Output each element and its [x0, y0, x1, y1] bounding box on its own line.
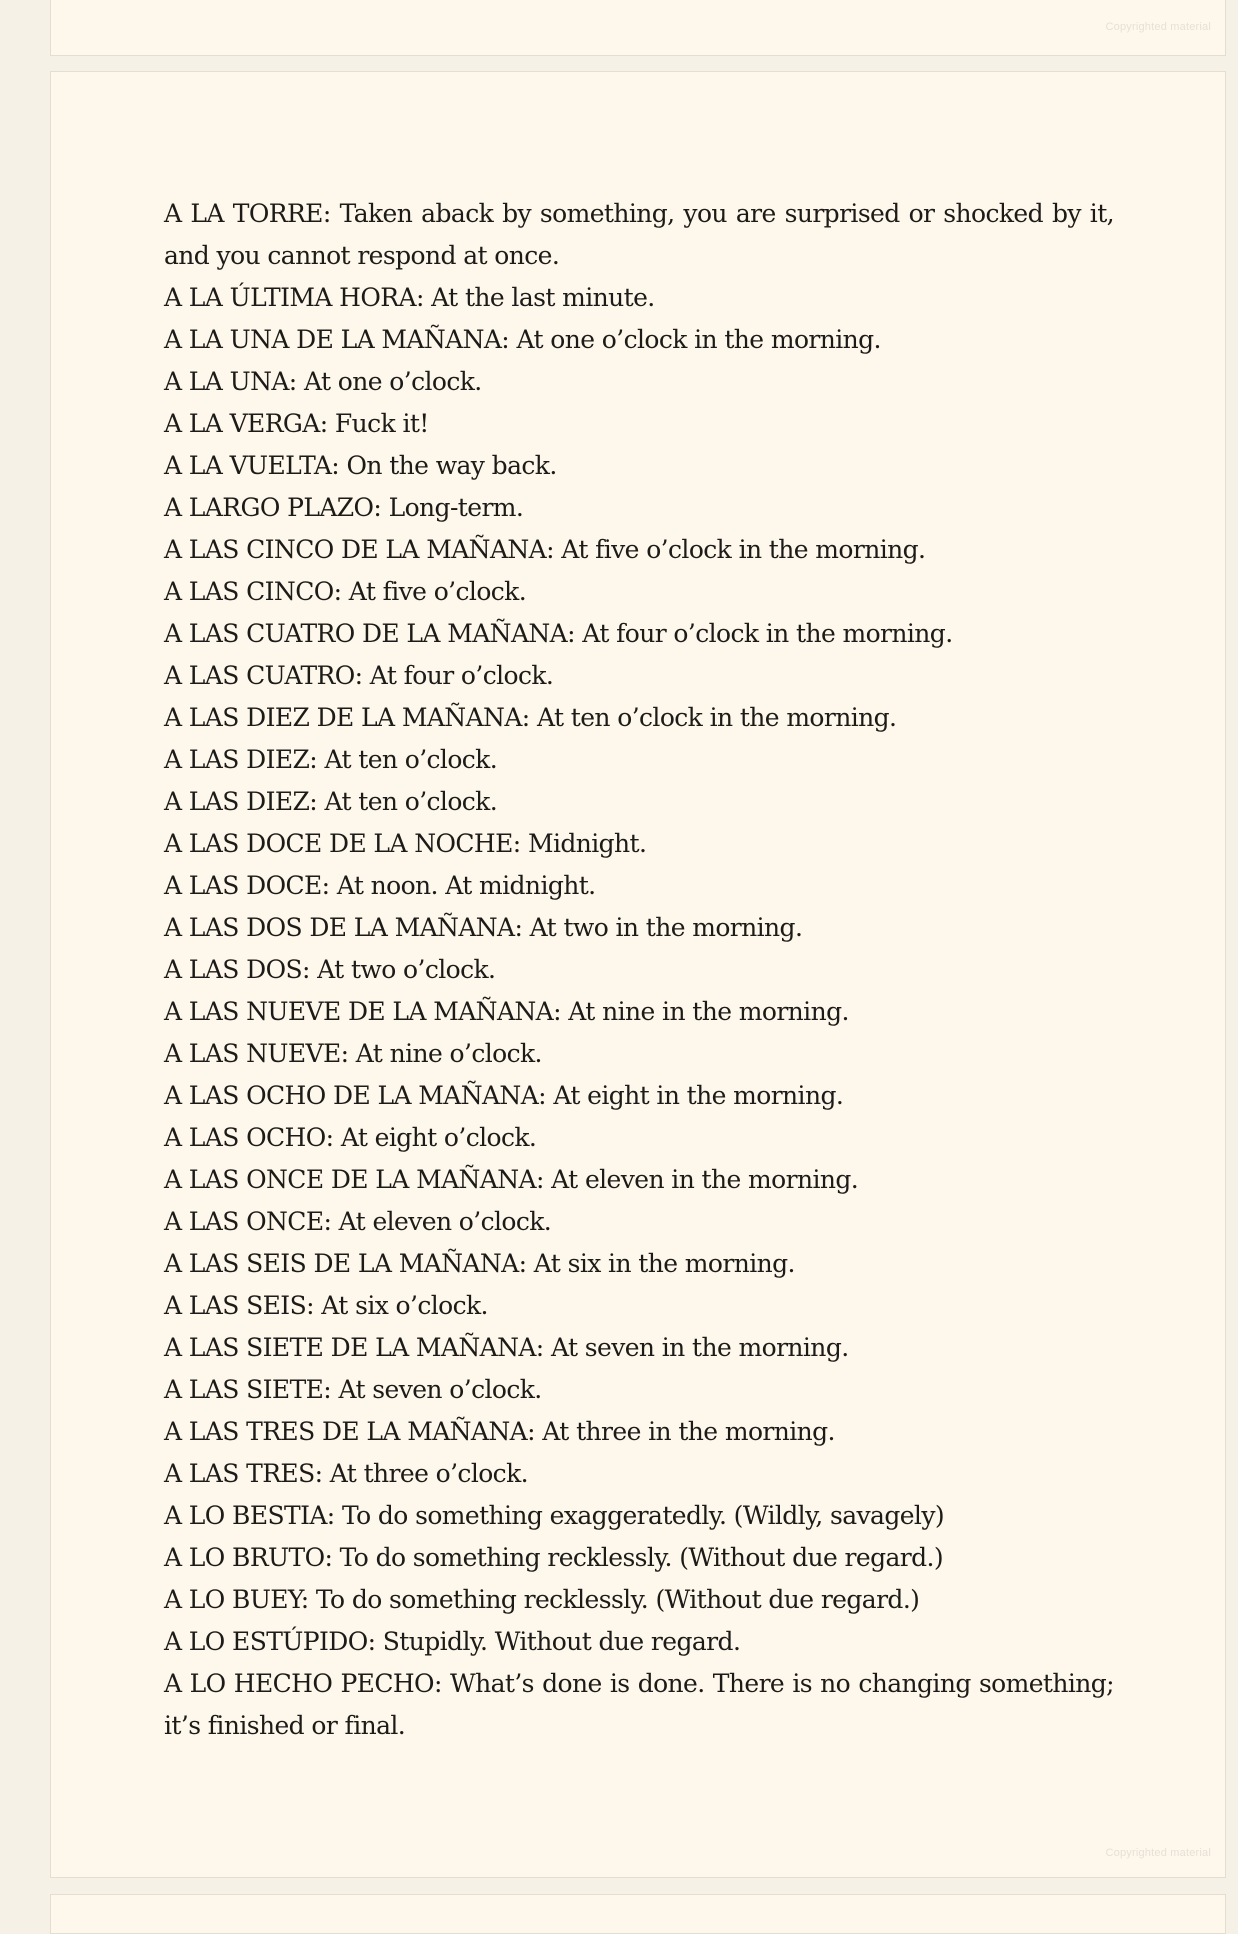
- glossary-entry: A LAS CINCO: At five o’clock.: [164, 577, 527, 606]
- glossary-entry: A LAS DOCE: At noon. At midnight.: [164, 871, 596, 900]
- book-page: [50, 71, 1226, 1878]
- glossary-entry: A LO HECHO PECHO: What’s done is done. There is no changing something; it’s finished or final.: [164, 1669, 1114, 1740]
- glossary-entry: A LA UNA: At one o’clock.: [164, 367, 482, 396]
- glossary-entry: A LAS DOCE DE LA NOCHE: Midnight.: [164, 829, 647, 858]
- glossary-entry: A LAS SIETE: At seven o’clock.: [164, 1375, 542, 1404]
- glossary-entry: A LAS SEIS DE LA MAÑANA: At six in the morning.: [164, 1249, 795, 1278]
- glossary-entry: A LAS DIEZ: At ten o’clock.: [164, 745, 498, 774]
- glossary-entry: A LAS SEIS: At six o’clock.: [164, 1291, 488, 1320]
- copyright-watermark: Copyrighted material: [1105, 1847, 1211, 1859]
- glossary-entry: A LO BESTIA: To do something exaggeratedly. (Wildly, savagely): [164, 1501, 945, 1530]
- glossary-entry: A LA VERGA: Fuck it!: [164, 409, 429, 438]
- glossary-entry: A LO BRUTO: To do something recklessly. (Without due regard.): [164, 1543, 944, 1572]
- previous-page: [50, 0, 1226, 56]
- glossary-entry: A LO ESTÚPIDO: Stupidly. Without due regard.: [164, 1627, 741, 1656]
- glossary-entry: A LAS ONCE: At eleven o’clock.: [164, 1207, 552, 1236]
- glossary-entry: A LO BUEY: To do something recklessly. (Without due regard.): [164, 1585, 920, 1614]
- glossary-entry: A LAS NUEVE DE LA MAÑANA: At nine in the morning.: [164, 997, 849, 1026]
- glossary-entry: A LAS DOS: At two o’clock.: [164, 955, 496, 984]
- glossary-entry: A LAS DOS DE LA MAÑANA: At two in the morning.: [164, 913, 803, 942]
- glossary-entry: A LA VUELTA: On the way back.: [164, 451, 557, 480]
- glossary-entry: A LAS SIETE DE LA MAÑANA: At seven in the morning.: [164, 1333, 849, 1362]
- glossary-entry: A LAS TRES DE LA MAÑANA: At three in the morning.: [164, 1417, 835, 1446]
- glossary-entry: A LAS OCHO: At eight o’clock.: [164, 1123, 537, 1152]
- glossary-entry: A LAS CUATRO DE LA MAÑANA: At four o’clock in the morning.: [164, 619, 953, 648]
- glossary-entry: A LA UNA DE LA MAÑANA: At one o’clock in the morning.: [164, 325, 881, 354]
- glossary-entry: A LAS OCHO DE LA MAÑANA: At eight in the morning.: [164, 1081, 844, 1110]
- glossary-entry: A LAS TRES: At three o’clock.: [164, 1459, 528, 1488]
- glossary-entry: A LAS CINCO DE LA MAÑANA: At five o’clock in the morning.: [164, 535, 926, 564]
- glossary-entry: A LAS CUATRO: At four o’clock.: [164, 661, 554, 690]
- next-page: [50, 1894, 1226, 1934]
- glossary-entry: A LAS DIEZ DE LA MAÑANA: At ten o’clock in the morning.: [164, 703, 897, 732]
- glossary-entry: A LAS DIEZ: At ten o’clock.: [164, 787, 498, 816]
- glossary-entry: A LA ÚLTIMA HORA: At the last minute.: [164, 283, 655, 312]
- copyright-watermark: Copyrighted material: [1105, 21, 1211, 33]
- glossary-entries: [164, 193, 1114, 1747]
- glossary-entry: A LA TORRE: Taken aback by something, you are surprised or shocked by it, and you cannot respond at once.: [164, 199, 1114, 270]
- glossary-entry: A LAS ONCE DE LA MAÑANA: At eleven in the morning.: [164, 1165, 859, 1194]
- glossary-entry: A LARGO PLAZO: Long-term.: [164, 493, 524, 522]
- glossary-entry: A LAS NUEVE: At nine o’clock.: [164, 1039, 542, 1068]
